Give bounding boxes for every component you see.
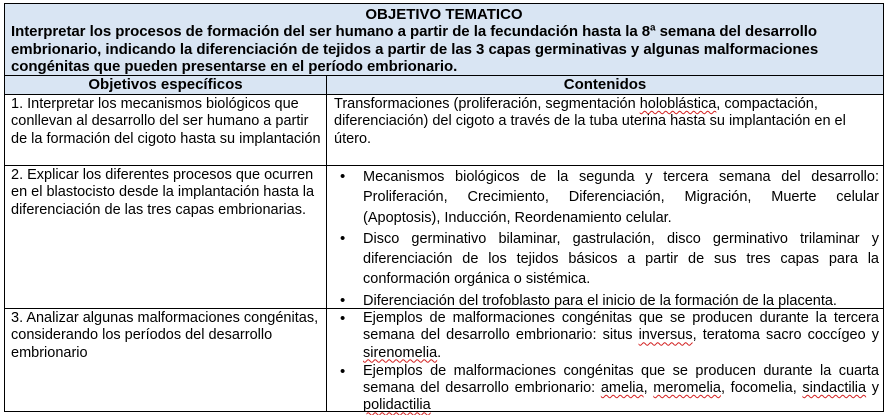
list-item: • Diferenciación del trofoblasto para el inicio de la formación de la placenta. bbox=[334, 291, 879, 311]
column-header-objectives: Objetivos específicos bbox=[5, 76, 327, 95]
content-text: Transformaciones (proliferación, segmentación bbox=[334, 96, 640, 112]
table-row bbox=[5, 95, 883, 166]
flagged-word: holoblástica bbox=[639, 96, 717, 112]
objective-cell: 2. Explicar los diferentes procesos que ocurren en el blastocisto desde la implantación hasta la diferenciación de las tres capas embrionarias. bbox=[5, 166, 327, 308]
content-list bbox=[334, 310, 879, 415]
table-row bbox=[5, 166, 883, 309]
table-title: OBJETIVO TEMATICO bbox=[365, 6, 523, 23]
table-header bbox=[5, 4, 883, 76]
content-cell bbox=[327, 309, 883, 414]
content-cell bbox=[327, 95, 883, 165]
flagged-word: amelia bbox=[600, 380, 644, 397]
flagged-word: meromelia bbox=[653, 380, 721, 397]
objectives-table bbox=[4, 3, 884, 412]
list-item: • Ejemplos de malformaciones congénitas que se producen durante la tercera semana del desarrollo embrionario: situs inversus, teratoma sacro coccígeo y sirenomelia. bbox=[334, 310, 879, 362]
thematic-objective: Interpretar los procesos de formación del ser humano a partir de la fecundación hasta la 8ª semana del desarrollo embrionario, indicando la diferenciación de tejidos a partir de las 3 capas germinativas y algunas malformaciones congénitas que pueden presentarse en el período embrionario. bbox=[11, 23, 819, 75]
list-item: • Mecanismos biológicos de la segunda y tercera semana del desarrollo: Proliferación, Crecimiento, Diferenciación, Migración, Muerte celular (Apoptosis), Inducción, Reordenamiento celular. bbox=[334, 167, 879, 228]
objective-cell: 1. Interpretar los mecanismos biológicos que conllevan al desarrollo del ser humano a partir de la formación del cigoto hasta su implantación bbox=[5, 95, 327, 165]
flagged-word: inversus bbox=[638, 327, 693, 344]
table-row bbox=[5, 309, 883, 414]
flagged-word: polidactilia bbox=[363, 397, 431, 414]
column-header-contents: Contenidos bbox=[327, 76, 883, 95]
content-list bbox=[334, 167, 879, 311]
flagged-word: sirenomelia bbox=[363, 344, 438, 361]
flagged-word: sindactilia bbox=[802, 380, 867, 397]
list-item: • Ejemplos de malformaciones congénitas que se producen durante la cuarta semana del desarrollo embrionario: amelia, meromelia, focomelia, sindactilia y polidactilia bbox=[334, 363, 879, 415]
objective-cell: 3. Analizar algunas malformaciones congénitas, considerando los períodos del desarrollo embrionario bbox=[5, 309, 327, 411]
content-cell bbox=[327, 166, 883, 308]
list-item: • Disco germinativo bilaminar, gastrulación, disco germinativo trilaminar y diferenciación de los tejidos básicos a partir de sus tres capas para la conformación orgánica o sistémica. bbox=[334, 229, 879, 290]
content-text: , compactación, diferenciación) del cigoto a través de la tuba uterina hasta su implantación en el útero. bbox=[334, 96, 846, 147]
